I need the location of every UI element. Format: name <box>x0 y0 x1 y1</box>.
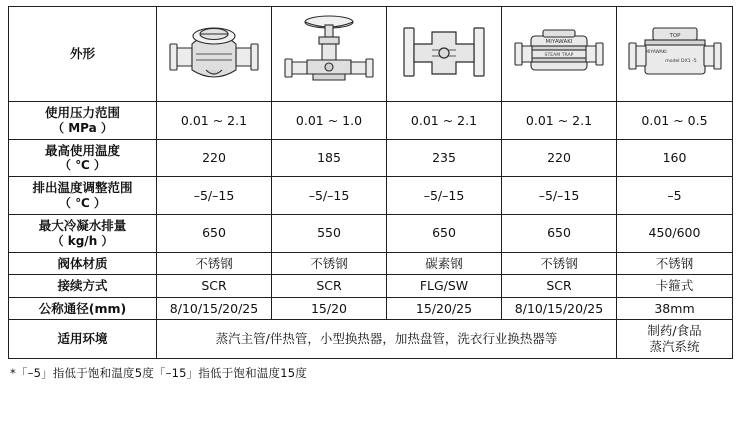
row-header-pressure-unit: （ MPa ） <box>52 120 113 135</box>
row-header-pressure-title: 使用压力范围 <box>44 105 120 120</box>
row-header-temperature <box>9 139 157 177</box>
cell-temperature-1: 220 <box>157 139 272 177</box>
cell-temperature-2: 185 <box>272 139 387 177</box>
specification-table <box>8 6 733 359</box>
cell-nominal-diameter-2: 15/20 <box>272 297 387 320</box>
cell-body-material-1: 不锈钢 <box>157 252 272 275</box>
cell-discharge-temp-4: –5/–15 <box>502 177 617 215</box>
row-header-capacity-title: 最大冷凝水排量 <box>38 217 127 233</box>
figure-cell-4 <box>502 7 617 102</box>
figure-cell-1 <box>157 7 272 102</box>
clamp-trap-icon <box>619 10 730 98</box>
handwheel-valve-icon <box>274 10 384 98</box>
row-header-body-material: 阀体材质 <box>9 252 157 275</box>
cell-temperature-4: 220 <box>502 139 617 177</box>
cell-body-material-3: 碳素钢 <box>387 252 502 275</box>
row-header-pressure <box>9 102 157 140</box>
figure-cell-5 <box>617 7 733 102</box>
cell-discharge-temp-3: –5/–15 <box>387 177 502 215</box>
row-header-discharge-temp <box>9 177 157 215</box>
table-row-appearance <box>9 7 733 102</box>
row-header-nominal-diameter: 公称通径(mm) <box>9 297 157 320</box>
cell-body-material-5: 不锈钢 <box>617 252 733 275</box>
cell-nominal-diameter-4: 8/10/15/20/25 <box>502 297 617 320</box>
footnote: *「–5」指低于饱和温度5度「–15」指低于饱和温度15度 <box>10 365 307 380</box>
row-header-discharge-temp-title: 排出温度调整范围 <box>32 180 133 196</box>
row-header-environment: 适用环境 <box>9 320 157 358</box>
cell-environment-last-line2: 蒸汽系统 <box>649 339 700 354</box>
cell-pressure-3: 0.01 ~ 2.1 <box>387 102 502 140</box>
cell-nominal-diameter-1: 8/10/15/20/25 <box>157 297 272 320</box>
cell-discharge-temp-2: –5/–15 <box>272 177 387 215</box>
row-header-capacity-unit: （ kg/h ） <box>51 233 114 248</box>
cell-pressure-4: 0.01 ~ 2.1 <box>502 102 617 140</box>
flanged-trap-icon <box>389 10 499 98</box>
row-header-connection: 接续方式 <box>9 275 157 298</box>
cell-pressure-5: 0.01 ~ 0.5 <box>617 102 733 140</box>
cell-capacity-1: 650 <box>157 214 272 252</box>
table-row-pressure <box>9 102 733 140</box>
figure-cell-3 <box>387 7 502 102</box>
cell-body-material-2: 不锈钢 <box>272 252 387 275</box>
cell-nominal-diameter-3: 15/20/25 <box>387 297 502 320</box>
row-header-capacity <box>9 214 157 252</box>
table-row-nominal-diameter <box>9 297 733 320</box>
svg-text:TOP: TOP <box>668 33 681 39</box>
row-header-temperature-title: 最高使用温度 <box>44 142 120 158</box>
svg-text:STEAM TRAP: STEAM TRAP <box>544 53 574 58</box>
table-row-discharge-temp <box>9 177 733 215</box>
cell-pressure-1: 0.01 ~ 2.1 <box>157 102 272 140</box>
cell-discharge-temp-1: –5/–15 <box>157 177 272 215</box>
cell-connection-2: SCR <box>272 275 387 298</box>
cell-environment-last <box>617 320 733 358</box>
cell-connection-3: FLG/SW <box>387 275 502 298</box>
cell-capacity-3: 650 <box>387 214 502 252</box>
cell-connection-4: SCR <box>502 275 617 298</box>
table-row-connection <box>9 275 733 298</box>
table-row-environment <box>9 320 733 358</box>
table-row-capacity <box>9 214 733 252</box>
cell-temperature-5: 160 <box>617 139 733 177</box>
cell-capacity-2: 550 <box>272 214 387 252</box>
svg-text:MIYAWAKI: MIYAWAKI <box>545 39 573 45</box>
cell-capacity-5: 450/600 <box>617 214 733 252</box>
cell-pressure-2: 0.01 ~ 1.0 <box>272 102 387 140</box>
row-header-discharge-temp-unit: （ ℃ ） <box>59 195 106 210</box>
row-header-temperature-unit: （ ℃ ） <box>59 158 106 173</box>
table-row-body-material <box>9 252 733 275</box>
cell-environment-last-line1: 制药/食品 <box>647 323 702 339</box>
valve-body-flanged-icon <box>159 10 269 98</box>
cell-temperature-3: 235 <box>387 139 502 177</box>
table-row-temperature <box>9 139 733 177</box>
cell-capacity-4: 650 <box>502 214 617 252</box>
row-header-appearance: 外形 <box>9 7 157 102</box>
cell-discharge-temp-5: –5 <box>617 177 733 215</box>
cell-nominal-diameter-5: 38mm <box>617 297 733 320</box>
figure-cell-2 <box>272 7 387 102</box>
cell-connection-5: 卡箍式 <box>617 275 733 298</box>
cell-environment-merged: 蒸汽主管/伴热管，小型换热器，加热盘管，洗衣行业换热器等 <box>157 320 617 358</box>
svg-text:MIYAWAKI: MIYAWAKI <box>644 50 667 55</box>
cell-connection-1: SCR <box>157 275 272 298</box>
cell-body-material-4: 不锈钢 <box>502 252 617 275</box>
svg-text:model DX1 -5: model DX1 -5 <box>664 59 697 64</box>
cylindrical-trap-icon <box>504 10 614 98</box>
